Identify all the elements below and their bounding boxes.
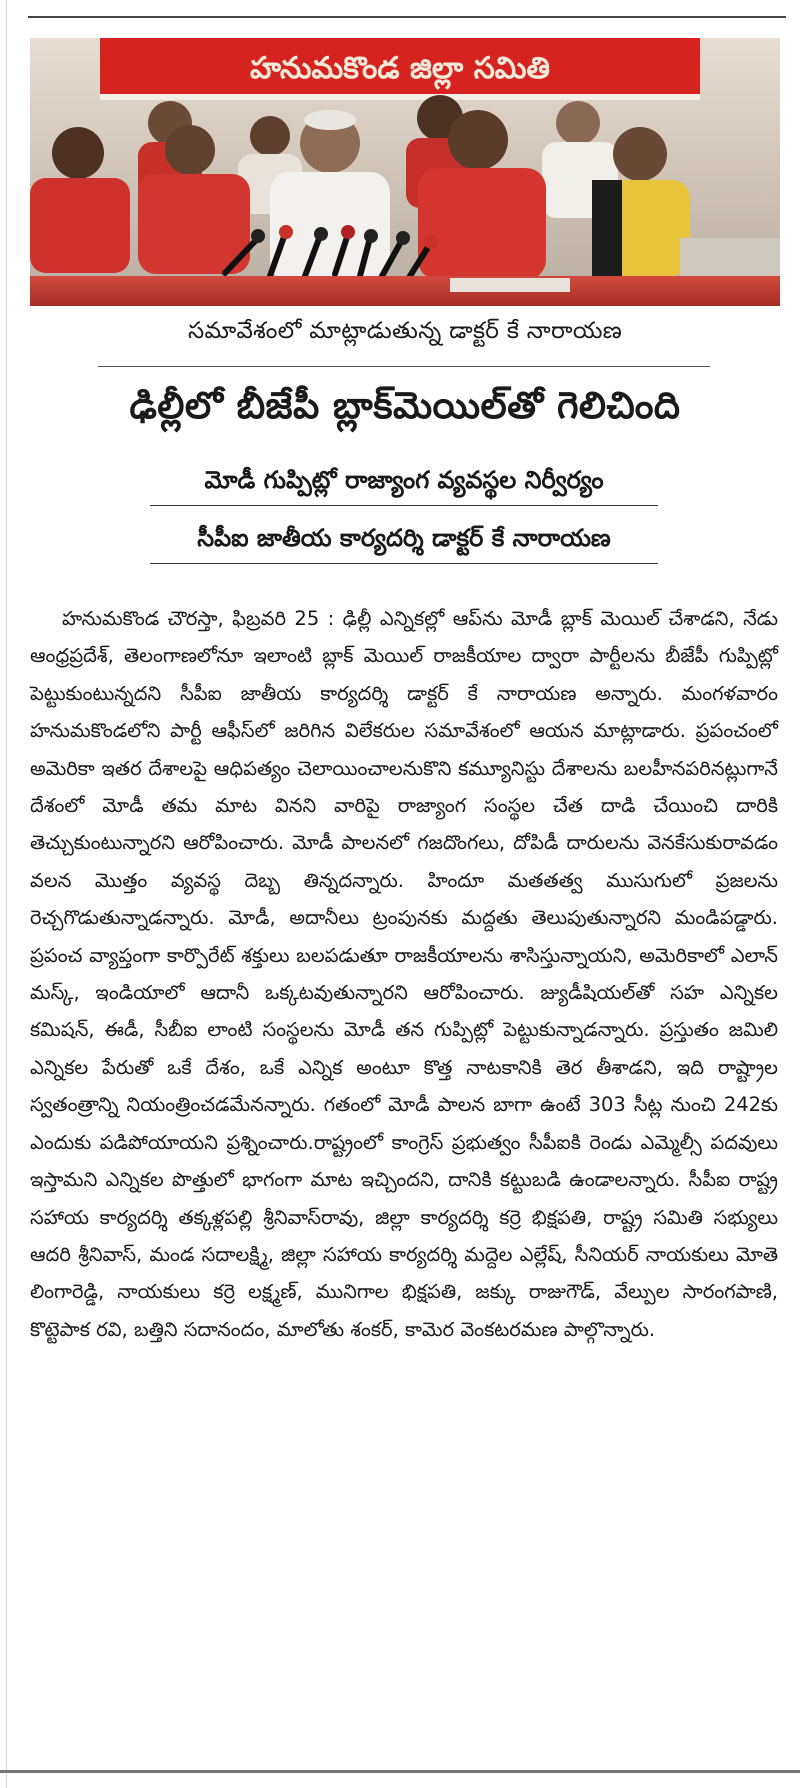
photo-caption: సమావేశంలో మాట్లాడుతున్న డాక్టర్ కే నారాయణ	[188, 318, 622, 344]
subheadline-1: మోడీ గుప్పిట్లో రాజ్యాంగ వ్యవస్థల నిర్వీర్యం	[150, 466, 658, 506]
bottom-rule	[0, 1770, 800, 1773]
banner-text: హనుమకొండ జిల్లా సమితి	[249, 51, 551, 86]
top-rule	[28, 16, 786, 18]
press-meet-photo	[30, 38, 780, 306]
article-body: హనుమకొండ చౌరస్తా, ఫిబ్రవరి 25 : ఢిల్లీ ఎన్నికల్లో ఆప్‌ను మోడీ బ్లాక్ మెయిల్ చేశాడని, నేడు ఆంధ్రప్రదేశ్, తెలంగాణలోనూ ఇలాంటి బ్లాక్ మెయిల్ రాజకీయాల ద్వారా పార్టీలను బీజేపీ గుప్పిట్లో పెట్టుకుంటున్నదని సీపీఐ జాతీయ కార్యదర్శి డాక్టర్ కే నారాయణ అన్నారు. మంగళవారం హనుమకొండలోని పార్టీ ఆఫీస్‌లో జరిగిన విలేకరుల సమావేశంలో ఆయన మాట్లాడారు. ప్రపంచంలో అమెరికా ఇతర దేశాలపై ఆధిపత్యం చెలాయించాలనుకొని కమ్యూనిస్టు దేశాలను బలహీనపరినట్లుగానే దేశంలో మోడీ తమ మాట వినని వారిపై రాజ్యాంగ సంస్థల చేత దాడి చేయించి దారికి తెచ్చుకుంటున్నారని ఆరోపించారు. మోడీ పాలనలో గజదొంగలు, దోపిడీ దారులను వెనకేసుకురావడం వలన మొత్తం వ్యవస్థ దెబ్బ తిన్నదన్నారు. హిందూ మతతత్వ ముసుగులో ప్రజలను రెచ్చగొడుతున్నాడన్నారు. మోడీ, అదానీలు ట్రంపునకు మద్దతు తెలుపుతున్నారని మండిపడ్డారు. ప్రపంచ వ్యాప్తంగా కార్పొరేట్ శక్తులు బలపడుతూ రాజకీయాలను శాసిస్తున్నాయని, అమెరికాలో ఎలాన్ మస్క్, ఇండియాలో ఆదానీ ఒక్కటవుతున్నారని ఆరోపించారు. జ్యుడీషియల్‌తో సహ ఎన్నికల కమిషన్, ఈడీ, సీబీఐ లాంటి సంస్థలను మోడీ తన గుప్పిట్లో పెట్టుకున్నాడన్నారు. ప్రస్తుతం జమిలి ఎన్నికల పేరుతో ఒకే దేశం, ఒకే ఎన్నిక అంటూ కొత్త నాటకానికి తెర తీశాడని, ఇది రాష్ట్రాల స్వతంత్రాన్ని నియంత్రించడమేనన్నారు. గతంలో మోడీ పాలన బాగా ఉంటే 303 సీట్ల నుంచి 242కు ఎందుకు పడిపోయాయని ప్రశ్నించారు.రాష్ట్రంలో కాంగ్రెస్ ప్రభుత్వం సీపీఐకి రెండు ఎమ్మెల్సీ పదవులు ఇస్తామని ఎన్నికల పొత్తులో భాగంగా మాట ఇచ్చిందని, దానికి కట్టుబడి ఉండాలన్నారు. సీపీఐ రాష్ట్ర సహాయ కార్యదర్శి తక్కళ్లపల్లి శ్రీనివాస్‌రావు, జిల్లా కార్యదర్శి కర్రె భిక్షపతి, రాష్ట్ర సమితి సభ్యులు ఆదరి శ్రీనివాస్, మండ సదాలక్ష్మి, జిల్లా సహాయ కార్యదర్శి మద్దెల ఎల్లేష్, సీనియర్ నాయకులు మోతె లింగారెడ్డి, నాయకులు కర్రె లక్ష్మణ్, మునిగాల భిక్షపతి, జక్కు రాజుగౌడ్, వేల్పుల సారంగపాణి, కొట్టెపాక రవి, బత్తిని సదానందం, మాలోతు శంకర్, కామెర వెంకటరమణ పాల్గొన్నారు.	[30, 607, 778, 1341]
subheadline-2: సీపీఐ జాతీయ కార్యదర్శి డాక్టర్ కే నారాయణ	[150, 524, 658, 564]
page-edge-line	[6, 0, 7, 1788]
caption-rule	[98, 366, 710, 367]
headline: ఢిల్లీలో బీజేపీ బ్లాక్‌మెయిల్‌తో గెలిచింది	[129, 384, 681, 427]
